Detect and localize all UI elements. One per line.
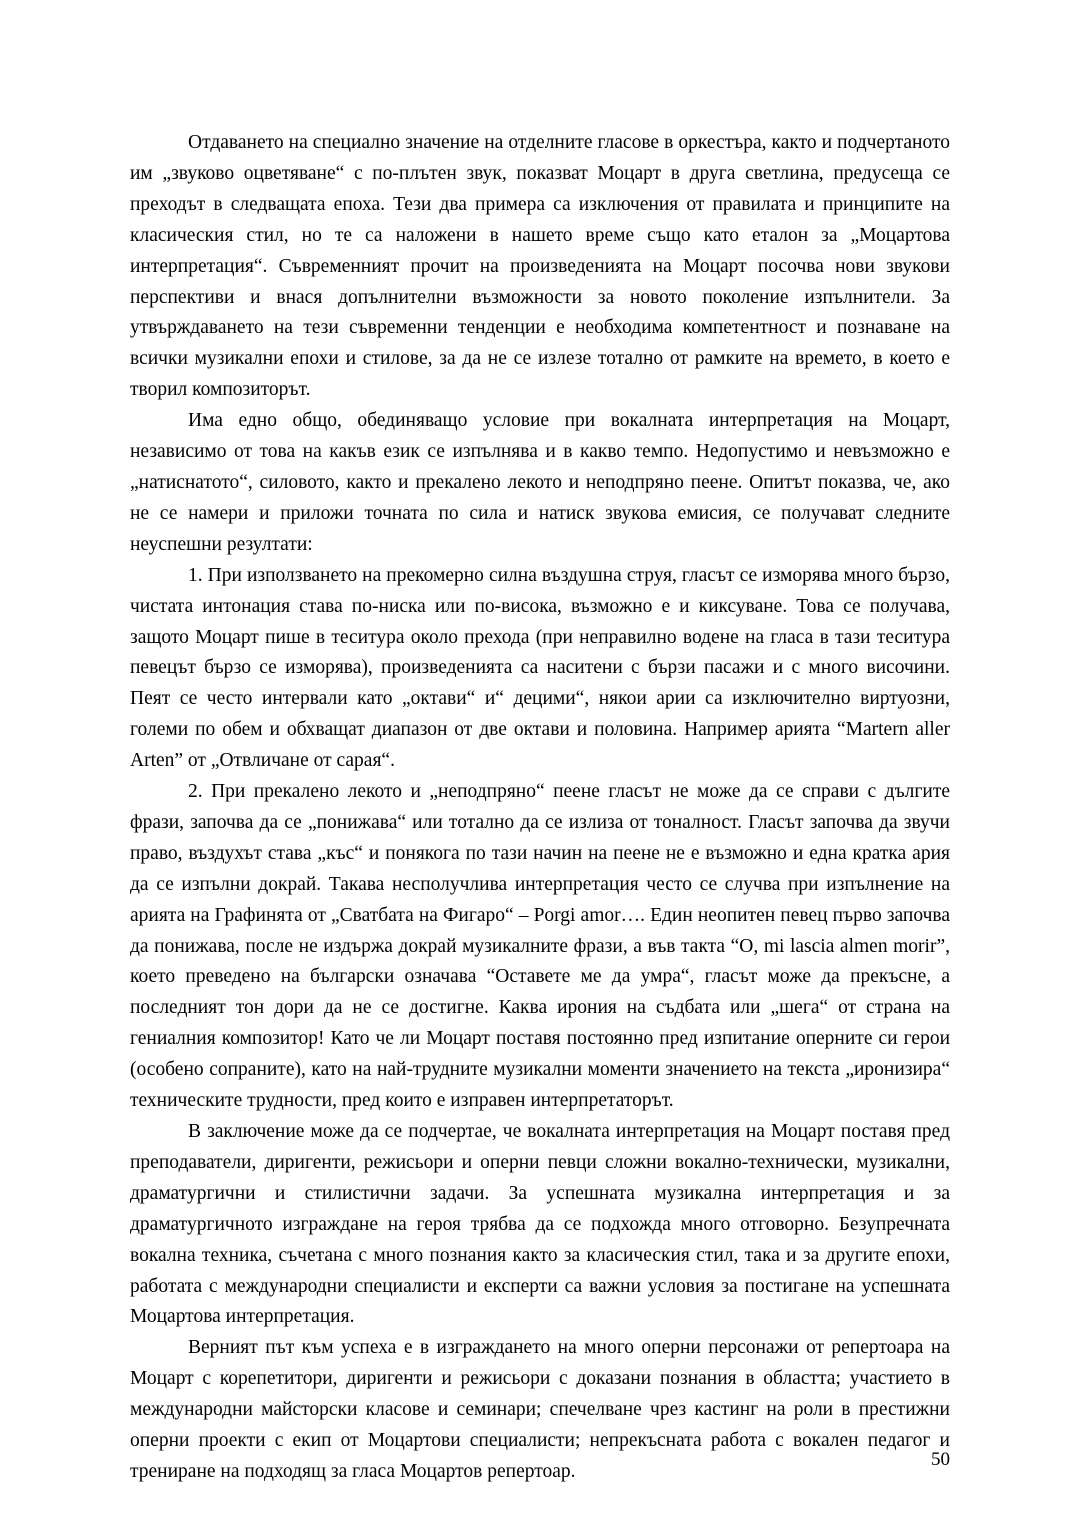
page-number: 50 xyxy=(931,1449,950,1470)
paragraph: Има едно общо, обединяващо условие при вокалната интерпретация на Моцарт, независимо от това на какъв език се изпълнява и в какво темпо. Недопустимо и невъзможно е „натиснатото“, силовото, както и прекалено лекото и неподпряно пеене. Опитът показва, че, ако не се намери и приложи точната по сила и натиск звукова емисия, се получават следните неуспешни резултати: xyxy=(130,410,950,555)
paragraph: 2. При прекалено лекото и „неподпряно“ пеене гласът не може да се справи с дългите фрази, започва да се „понижава“ или тотално да се излиза от тоналност. Гласът започва да звучи право, въздухът става „къс“ и понякога по тази начин на пеене не е възможно и една кратка ария да се изпълни докрай. Такава несполучлива интерпретация често се случва при изпълнение на арията на Графинята от „Сватбата на Фигаро“ – Porgi amor…. Един неопитен певец първо започва да понижава, после не издържа докрай музикалните фрази, а във такта “O, mi lascia almen morir”, което преведено на български означава “Оставете ме да умра“, гласът може да прекъсне, а последният тон дори да не се достигне. Каква ирония на съдбата или „шега“ от страна на гениалния композитор! Като че ли Моцарт поставя постоянно пред изпитание оперните си герои (особено сопраните), като на най-трудните музикални моменти значението на текста „иронизира“ техническите трудности, пред които е изправен интерпретаторът. xyxy=(130,781,950,1112)
document-body xyxy=(130,128,950,1488)
paragraph: Отдаването на специално значение на отделните гласове в оркестъра, както и подчертаното им „звуково оцветяване“ с по-плътен звук, показват Моцарт в друга светлина, предусеща се преходът в следващата епоха. Тези два примера са изключения от правилата и принципите на класическия стил, но те са наложени в нашето време също като еталон за „Моцартова интерпретация“. Съвременният прочит на произведенията на Моцарт посочва нови звукови перспективи и внася допълнителни възможности за новото поколение изпълнители. За утвърждаването на тези съвременни тенденции е необходима компетентност и познаване на всички музикални епохи и стилове, за да не се излезе тотално от рамките на времето, в което е творил композиторът. xyxy=(130,132,950,401)
paragraph: Верният път към успеха е в изграждането на много оперни персонажи от репертоара на Моцарт с корепетитори, диригенти и режисьори с доказани познания в областта; участието в международни майсторски класове и семинари; спечелване чрез кастинг на роли в престижни оперни проекти с екип от Моцартови специалисти; непрекъсната работа с вокален педагог и трениране на подходящ за гласа Моцартов репертоар. xyxy=(130,1337,950,1482)
paragraph: 1. При използването на прекомерно силна въздушна струя, гласът се изморява много бързо, чистата интонация става по-ниска или по-висока, възможно е и киксуване. Това се получава, защото Моцарт пише в теситура около прехода (при неправилно водене на гласа в тази теситура певецът бързо се изморява), произведенията са наситени с бързи пасажи и с много височини. Пеят се често интервали като „октави“ и“ децими“, някои арии са изключително виртуозни, големи по обем и обхващат диапазон от две октави и половина. Например арията “Martern aller Arten” от „Отвличане от сарая“. xyxy=(130,564,950,772)
paragraph: В заключение може да се подчертае, че вокалната интерпретация на Моцарт поставя пред преподаватели, диригенти, режисьори и оперни певци сложни вокално-технически, музикални, драматургични и стилистични задачи. За успешната музикална интерпретация и за драматургичното изграждане на героя трябва да се подхожда много отговорно. Безупречната вокална техника, съчетана с много познания както за класическия стил, така и за другите епохи, работата с международни специалисти и експерти са важни условия за постигане на успешната Моцартова интерпретация. xyxy=(130,1121,950,1328)
